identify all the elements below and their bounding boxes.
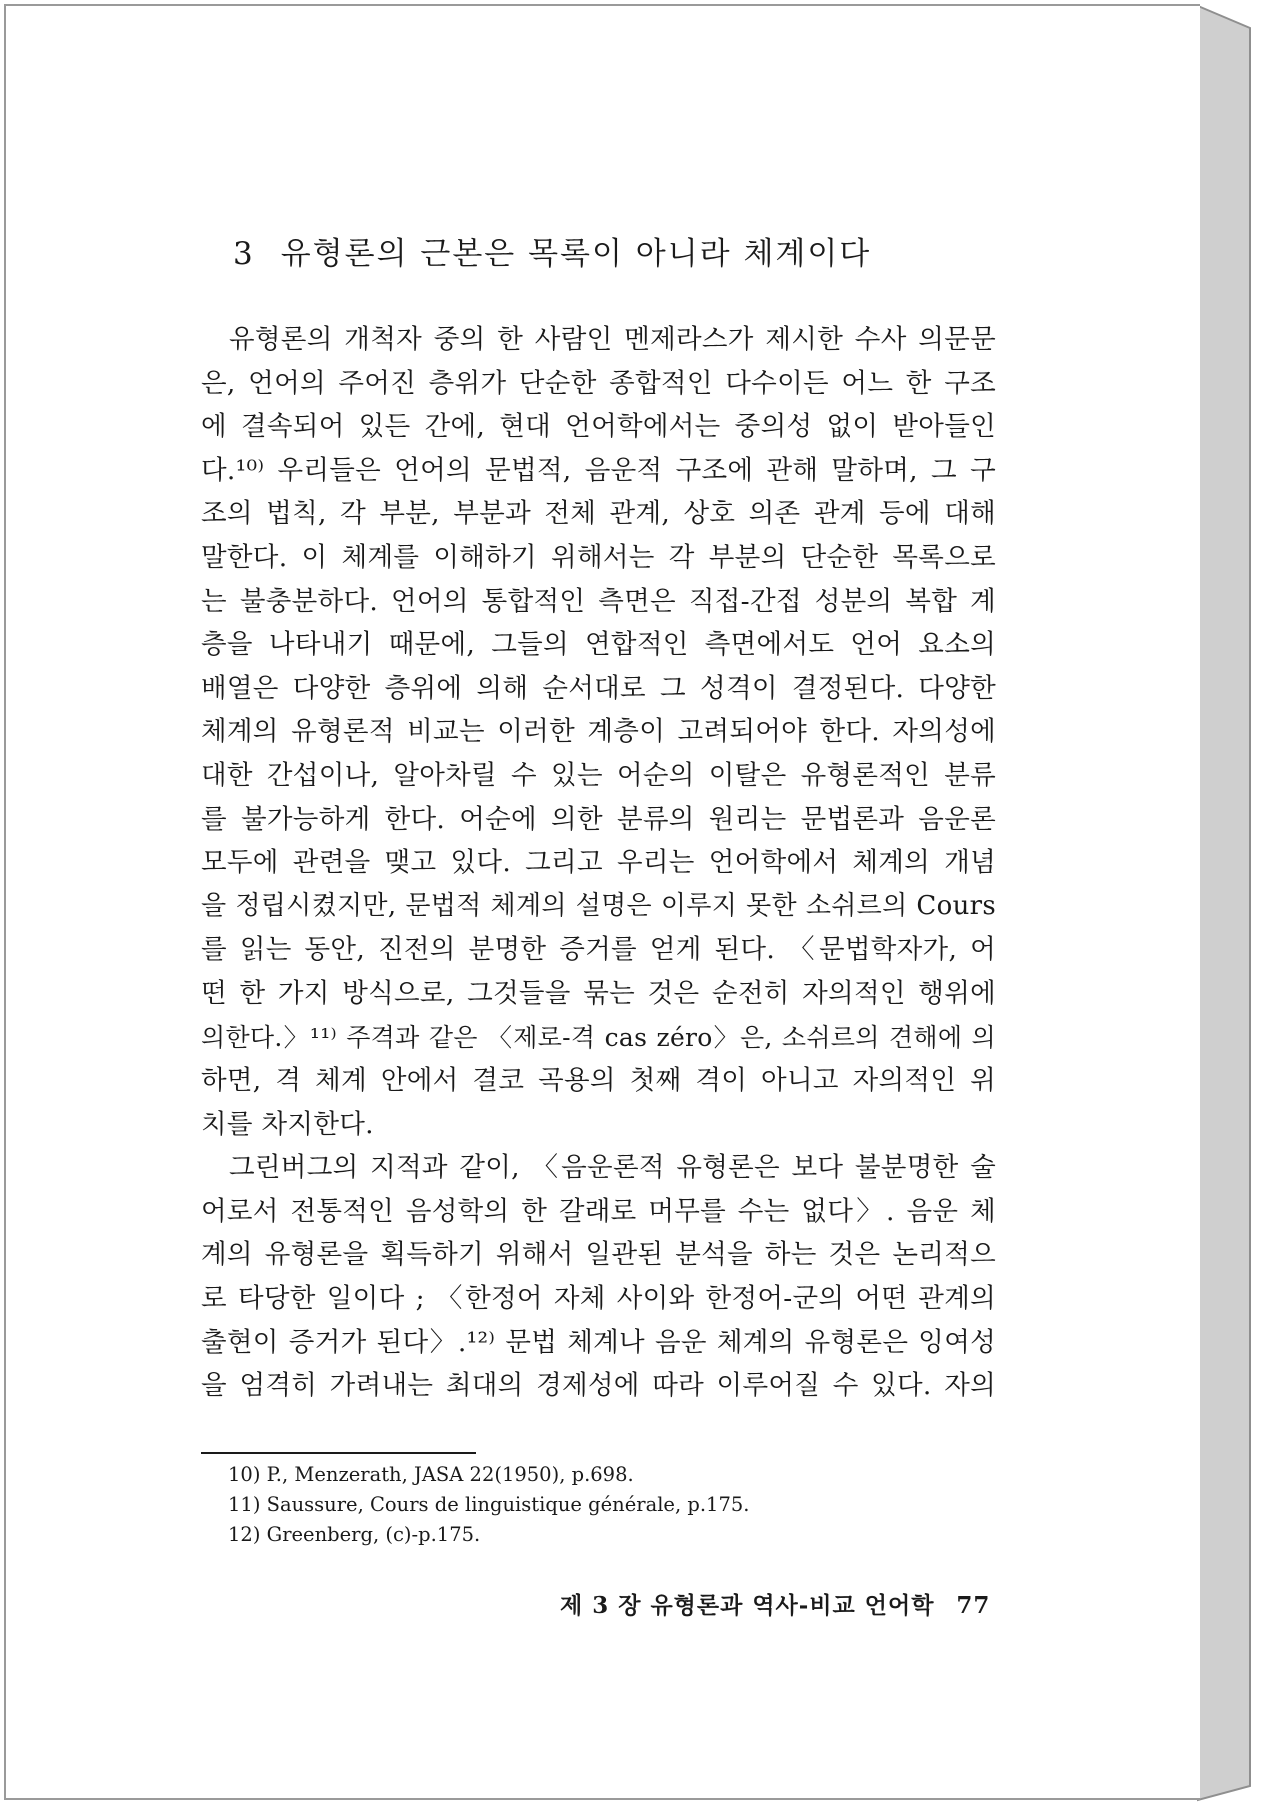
- text-line: 로 타당한 일이다 ; 〈한정어 자체 사이와 한정어-군의 어떤 관계의: [201, 1283, 996, 1315]
- text-line: 는 불충분하다. 언어의 통합적인 측면은 직접-간접 성분의 복합 계: [201, 585, 996, 617]
- text-line: 를 읽는 동안, 진전의 분명한 증거를 얻게 된다. 〈문법학자가, 어: [201, 934, 996, 966]
- text-line: 모두에 관련을 맺고 있다. 그리고 우리는 언어학에서 체계의 개념: [201, 847, 996, 879]
- text-line: 체계의 유형론적 비교는 이러한 계층이 고려되어야 한다. 자의성에: [201, 716, 996, 748]
- footnote: 12) Greenberg, (c)-p.175.: [228, 1523, 481, 1546]
- page-block-side: [1198, 6, 1250, 1800]
- text-line: 어로서 전통적인 음성학의 한 갈래로 머무를 수는 없다〉. 음운 체: [201, 1195, 996, 1227]
- section-number: 3: [233, 236, 255, 272]
- footnotes: [228, 1460, 749, 1550]
- text-line: 그린버그의 지적과 같이, 〈음운론적 유형론은 보다 불분명한 술: [229, 1152, 996, 1184]
- text-line: 하면, 격 체계 안에서 결코 곡용의 첫째 격이 아니고 자의적인 위: [201, 1065, 996, 1097]
- chapter-title: 제 3 장 유형론과 역사-비교 언어학: [560, 1592, 935, 1619]
- text-line: 에 결속되어 있든 간에, 현대 언어학에서는 중의성 없이 받아들인: [201, 411, 996, 443]
- text-line: 유형론의 개척자 중의 한 사람인 멘제라스가 제시한 수사 의문문: [229, 324, 996, 355]
- footnote: 10) P., Menzerath, JASA 22(1950), p.698.: [228, 1463, 634, 1486]
- text-line: 출현이 증거가 된다〉.¹²⁾ 문법 체계나 음운 체계의 유형론은 잉여성: [201, 1326, 996, 1358]
- text-line: 대한 간섭이나, 알아차릴 수 있는 어순의 이탈은 유형론적인 분류: [201, 759, 996, 791]
- text-line: 의한다.〉¹¹⁾ 주격과 같은 〈제로-격 cas zéro〉은, 소쉬르의 견해에 의: [201, 1022, 996, 1052]
- text-line: 를 불가능하게 한다. 어순에 의한 분류의 원리는 문법론과 음운론: [201, 803, 996, 835]
- text-line: 을 정립시켰지만, 문법적 체계의 설명은 이루지 못한 소쉬르의 Cours: [201, 890, 996, 921]
- text-line: 을 엄격히 가려내는 최대의 경제성에 따라 이루어질 수 있다. 자의: [201, 1370, 996, 1402]
- body-text: [201, 318, 996, 1408]
- text-line: 조의 법칙, 각 부분, 부분과 전체 관계, 상호 의존 관계 등에 대해: [201, 498, 996, 530]
- section-heading: [233, 228, 871, 273]
- text-line: 다.¹⁰⁾ 우리들은 언어의 문법적, 음운적 구조에 관해 말하며, 그 구: [201, 454, 996, 486]
- footnote: 11) Saussure, Cours de linguistique générale, p.175.: [228, 1493, 750, 1516]
- text-line: 은, 언어의 주어진 층위가 단순한 종합적인 다수이든 어느 한 구조: [201, 367, 996, 399]
- section-title: 유형론의 근본은 목록이 아니라 체계이다: [280, 236, 872, 272]
- running-footer: [560, 1587, 990, 1620]
- text-line: 말한다. 이 체계를 이해하기 위해서는 각 부분의 단순한 목록으로: [201, 541, 996, 573]
- text-line: 치를 차지한다.: [201, 1108, 374, 1140]
- text-line: 층을 나타내기 때문에, 그들의 연합적인 측면에서도 언어 요소의: [201, 629, 996, 661]
- footnote-rule: [201, 1452, 476, 1454]
- page-number: 77: [956, 1592, 991, 1619]
- text-line: 떤 한 가지 방식으로, 그것들을 묶는 것은 순전히 자의적인 행위에: [201, 977, 996, 1009]
- text-line: 배열은 다양한 층위에 의해 순서대로 그 성격이 결정된다. 다양한: [201, 672, 996, 704]
- text-line: 계의 유형론을 획득하기 위해서 일관된 분석을 하는 것은 논리적으: [201, 1239, 996, 1271]
